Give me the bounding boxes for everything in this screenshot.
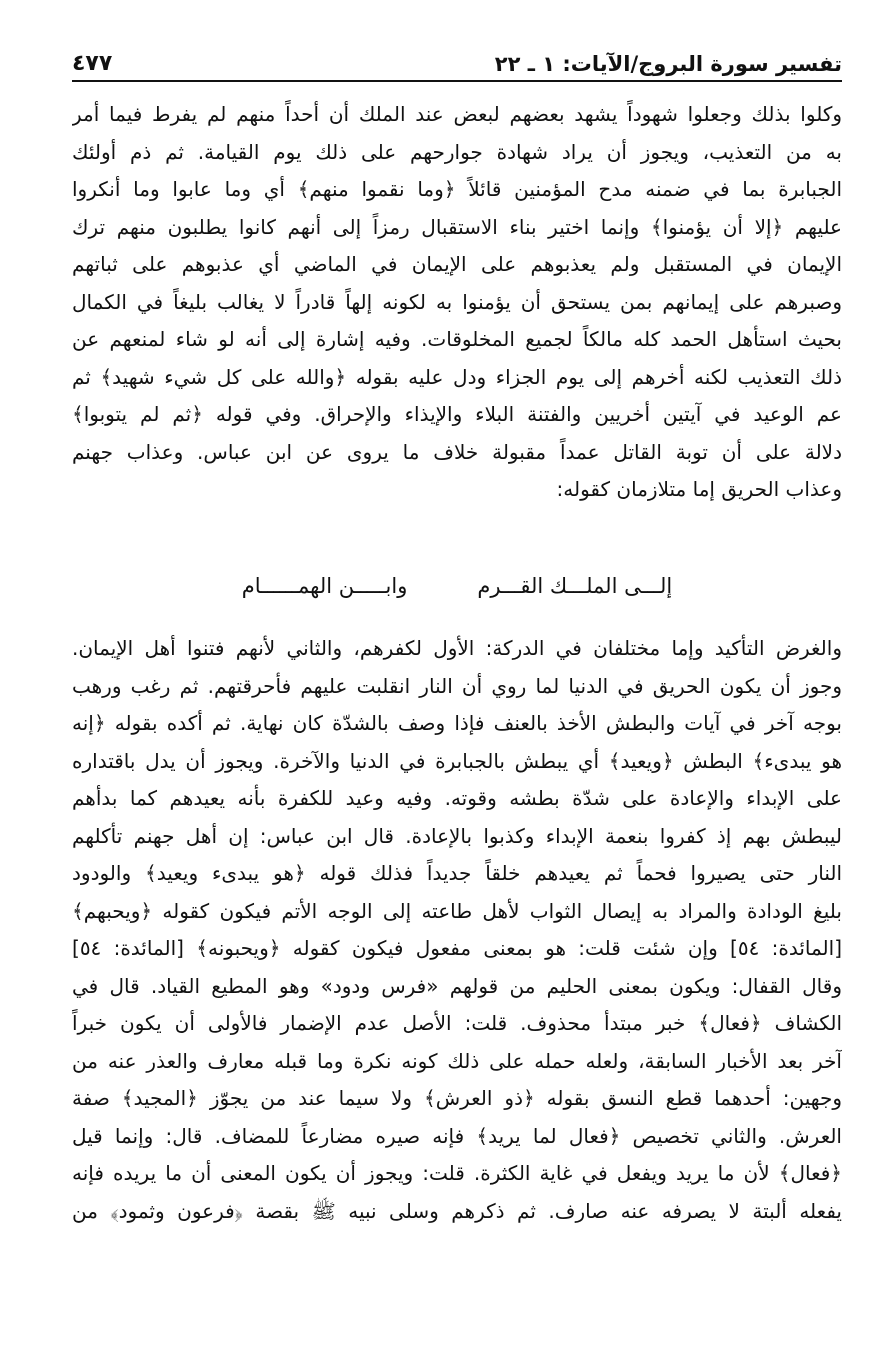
text-line: العرش. والثاني تخصيص ﴿فعال لما يريد﴾ فإنه صيره مضارعاً للمضاف. قال: وإنما قيل	[72, 1123, 842, 1148]
text-line: وجهين: أحدهما قطع النسق بقوله ﴿ذو العرش﴾ ولا سيما عند من يجوّز ﴿المجيد﴾ صفة	[72, 1086, 842, 1110]
text-line: عم الوعيد في آيتين أخريين والفتنة البلاء والإيذاء والإحراق. وفي قوله ﴿ثم لم يتوبوا﴾	[72, 402, 842, 426]
text-line: الكشاف ﴿فعال﴾ خبر مبتدأ محذوف. قلت: الأصل عدم الإضمار فالأولى أن يكون خبراً	[72, 1011, 842, 1035]
text-line: هو يبدىء﴾ البطش ﴿ويعيد﴾ أي يبطش بالجبابرة في الدنيا والآخرة. ويجوز أن يدل باقتداره	[72, 748, 842, 773]
page-number: ٤٧٧	[72, 51, 113, 76]
paragraph-1	[72, 96, 842, 509]
running-title: تفسير سورة البروج/الآيات: ١ ـ ٢٢	[494, 52, 842, 76]
text-line: بوجه آخر في آيات والبطش الأخذ بالعنف فإذا وصف بالشدّة كان نهاية. ثم أكده بقوله ﴿إنه	[72, 711, 842, 735]
text-line: ﴿فعال﴾ لأن ما يريد ويفعل في غاية الكثرة. قلت: ويجوز أن يكون المعنى أن ما يريده فإنه	[72, 1161, 842, 1185]
text-line: ذلك التعذيب لكنه أخرهم إلى يوم الجزاء ودل عليه بقوله ﴿والله على كل شيء شهيد﴾ ثم	[72, 364, 842, 389]
text-line: النار حتى يصيروا فحماً ثم يعيدهم خلقاً جديداً فذلك قوله ﴿هو يبدىء ويعيد﴾ والودود	[72, 861, 842, 885]
text-line: وكلوا بذلك وجعلوا شهوداً يشهد بعضهم لبعض عند الملك أن أحداً منهم لم يفرط فيما أمر	[72, 102, 842, 126]
verse-hemistich-right: إلـــى الملـــك القـــرم	[477, 574, 673, 598]
text-line: وصبرهم على إيمانهم بمن يستحق أن يؤمنوا به لكونه إلهاً قادراً لا يغالب بليغاً في الكمال	[72, 289, 842, 314]
text-line: آخر بعد الأخبار السابقة، ولعله حمله على ذلك كونه نكرة وما قبله معارف والعذر عنه من	[72, 1048, 842, 1073]
text-line: الجبابرة بما في ضمنه مدح المؤمنين قائلاً ﴿وما نقموا منهم﴾ أي وما عابوا وما أنكروا	[72, 177, 842, 201]
text-line: وعذاب الحريق إما متلازمان كقوله:	[556, 477, 842, 501]
text-line: بحيث استأهل الحمد كله مالكاً لجميع المخلوقات. وفيه إشارة إلى أنه لو شاء لمنعهم عن	[72, 327, 842, 351]
text-line: يفعله ألبتة لا يصرفه عنه صارف. ثم ذكرهم وسلى نبيه ﷺ بقصة ﴿فرعون وثمود﴾ من	[72, 1198, 842, 1223]
text-line: على الإبداء والإعادة على شدّة بطشه وقوته. وفيه وعيد للكفرة بأنه يعيدهم كما بدأهم	[72, 786, 842, 810]
text-line: الإيمان في المستقبل ولم يعذبوهم على الإيمان في الماضي أي عذبوهم على ثباتهم	[72, 252, 842, 276]
text-line: والغرض التأكيد وإما مختلفان في الدركة: الأول لكفرهم، والثاني لأنهم فتنوا أهل الإيمان.	[72, 636, 842, 660]
text-line: ليبطش بهم إذ كفروا بنعمة الإبداء وكذبوا بالإعادة. قال ابن عباس: إن أهل جهنم تأكلهم	[72, 823, 842, 848]
verse-hemistich-left: وابـــــن الهمــــــام	[241, 574, 408, 598]
text-line: دلالة على أن توبة القاتل عمداً مقبولة خلاف ما يروى عن ابن عباس. وعذاب جهنم	[72, 439, 842, 464]
poetry-verse	[72, 566, 842, 606]
paragraph-2	[72, 630, 842, 1230]
text-line: وجوز أن يكون الحريق في الدنيا لما روي أن النار انقلبت عليهم فأحرقتهم. ثم رغب ورهب	[72, 673, 842, 698]
text-line: [المائدة: ٥٤] وإن شئت قلت: هو بمعنى مفعول فيكون كقوله ﴿ويحبونه﴾ [المائدة: ٥٤]	[72, 936, 842, 960]
text-line: وقال القفال: ويكون بمعنى الحليم من قولهم «فرس ودود» وهو المطيع القياد. قال في	[72, 973, 842, 998]
text-line: عليهم ﴿إلا أن يؤمنوا﴾ وإنما اختير بناء الاستقبال رمزاً إلى أنهم كانوا يطلبون منهم ترك	[72, 214, 842, 239]
text-line: بليغ الودادة والمراد به إيصال الثواب لأهل طاعته إلى الوجه الأتم فيكون كقوله ﴿ويحبهم﴾	[72, 898, 842, 923]
page-header	[72, 44, 842, 82]
text-line: به من التعذيب، ويجوز أن يراد شهادة جوارحهم على ذلك يوم القيامة. ثم ذم أولئك	[72, 139, 842, 164]
